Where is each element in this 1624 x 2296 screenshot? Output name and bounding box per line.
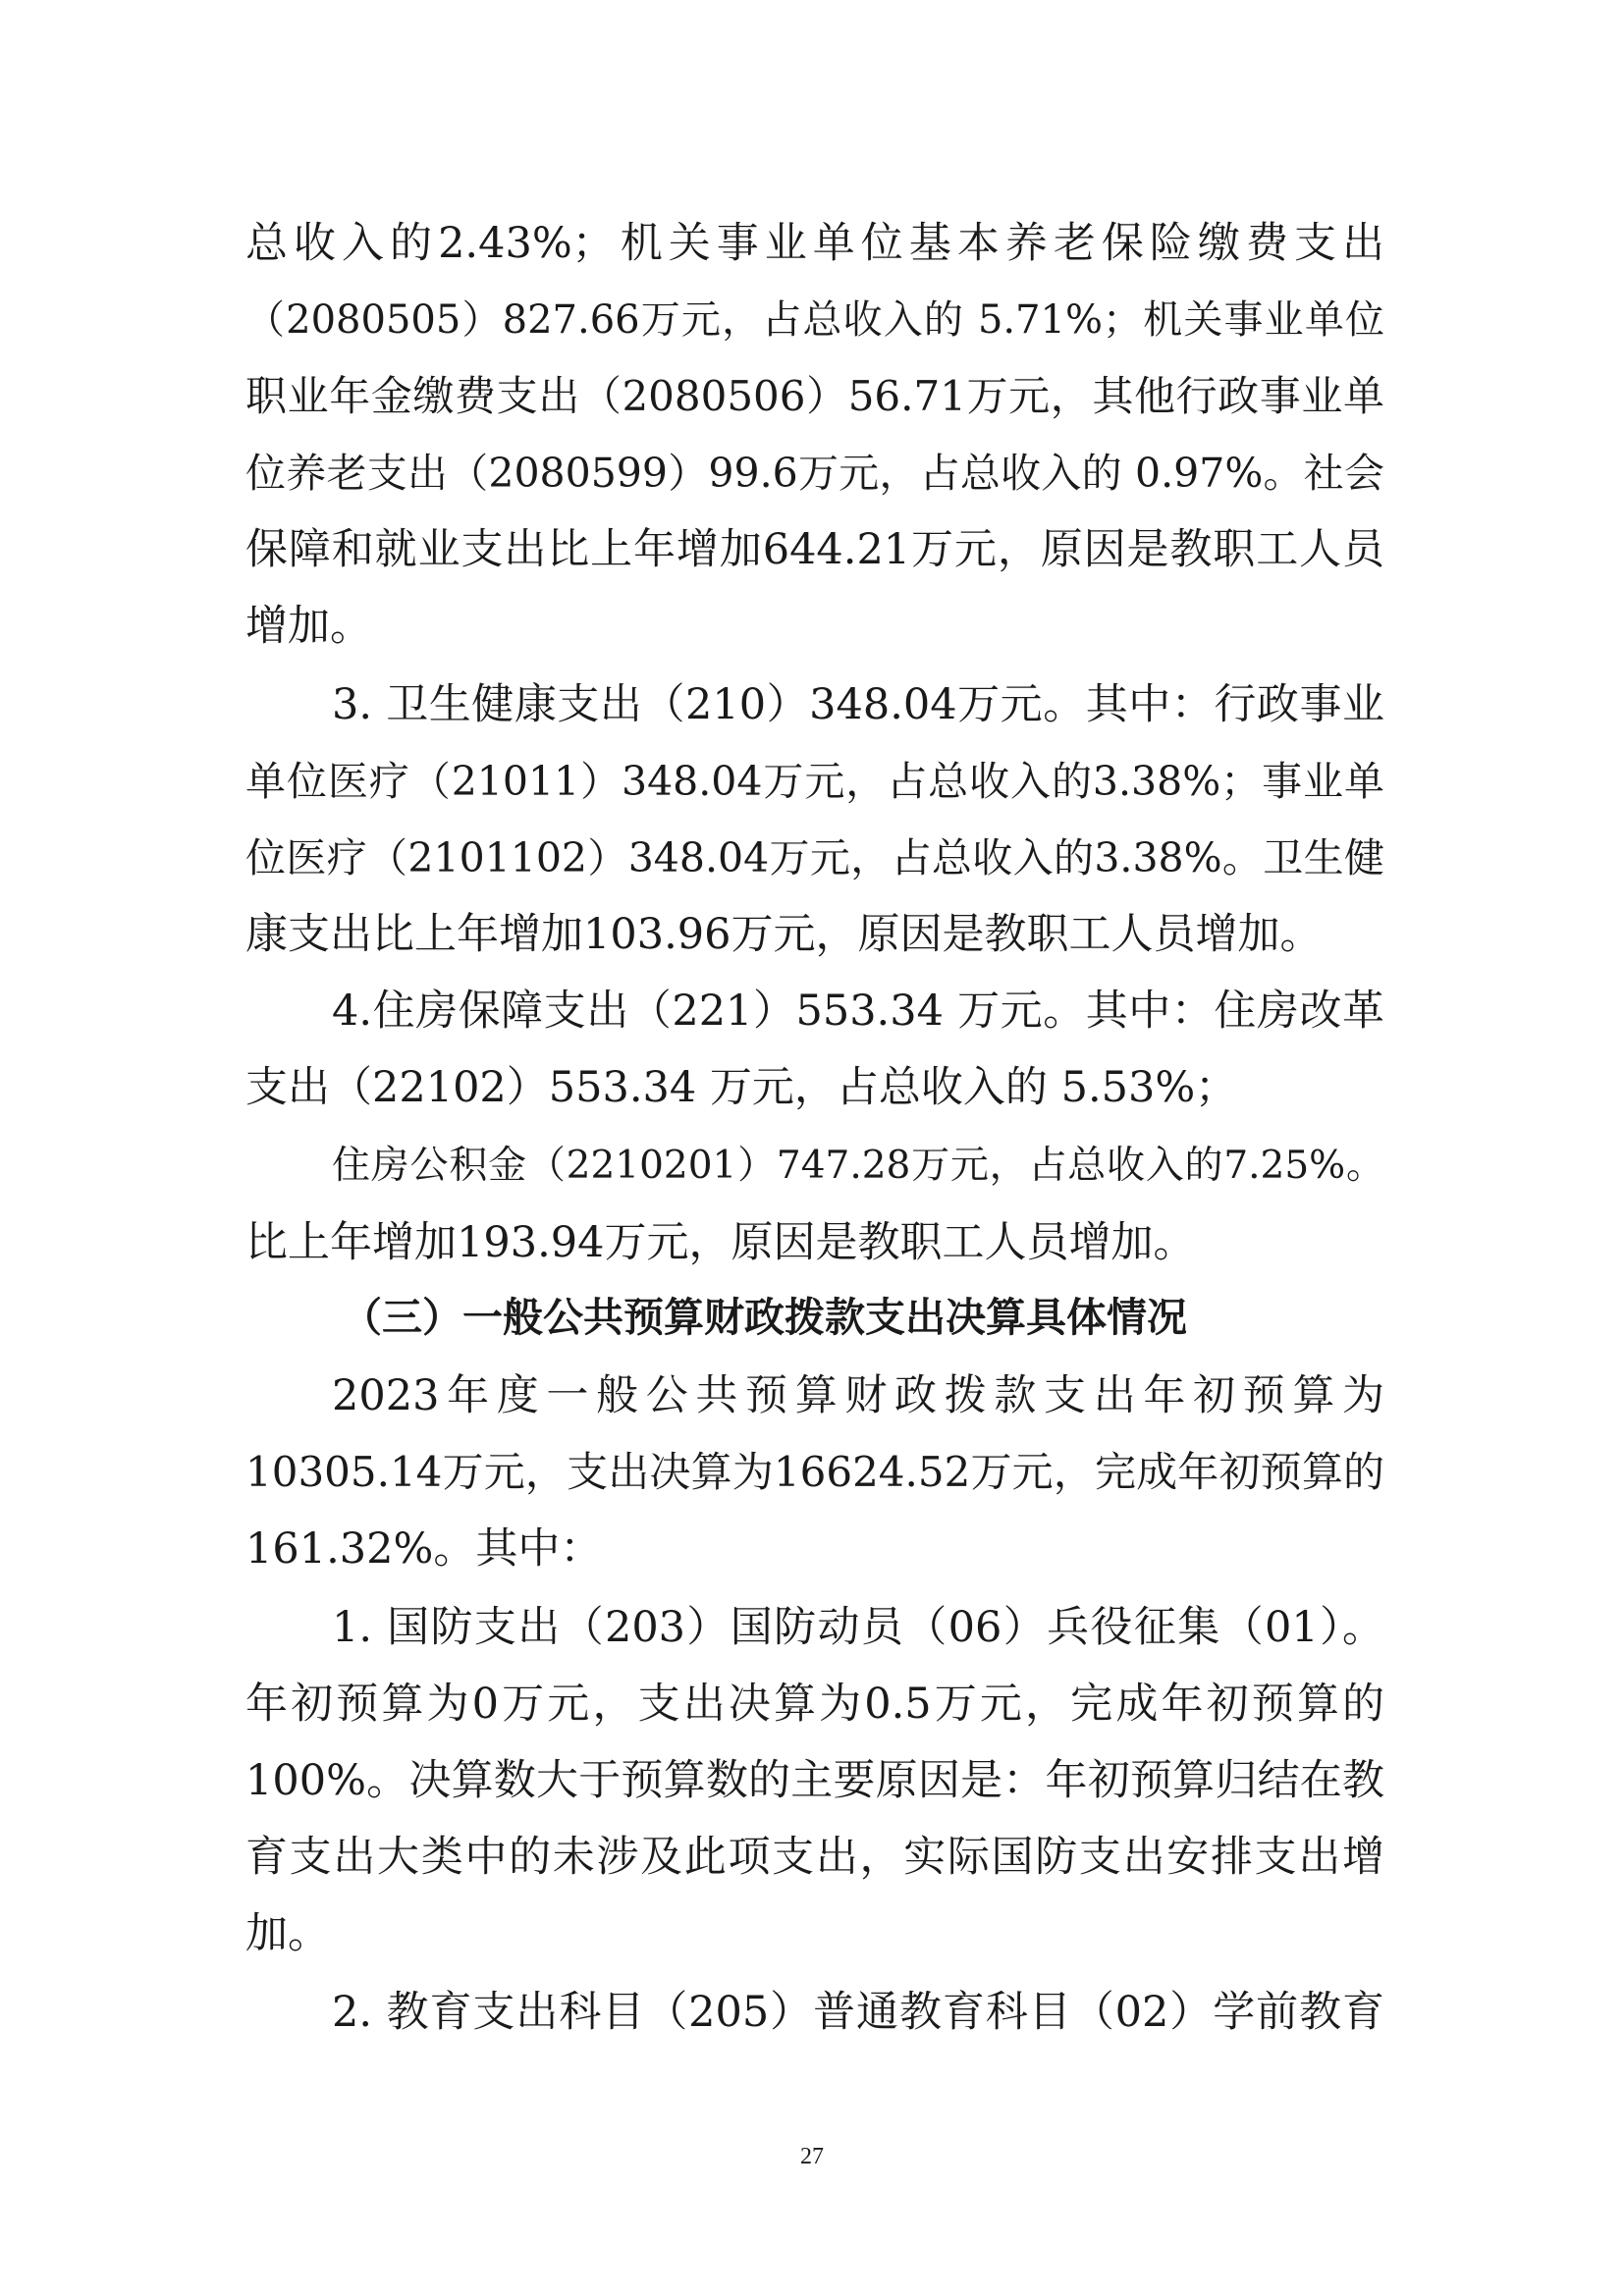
body-text-line: 保障和就业支出比上年增加644.21万元，原因是教职工人员 (245, 525, 1384, 574)
body-text-line: 位养老支出（2080599）99.6万元，占总收入的 0.97%。社会 (245, 450, 1384, 497)
body-text-line: 支出（22102）553.34 万元，占总收入的 5.53%； (245, 1063, 1238, 1112)
body-text-line: 161.32%。其中： (245, 1524, 603, 1574)
body-text-line: 年初预算为0万元，支出决算为0.5万元，完成年初预算的 (245, 1680, 1384, 1729)
body-text-line: 1. 国防支出（203）国防动员（06）兵役征集（01）。 (332, 1603, 1384, 1652)
body-text-line: 2023年度一般公共预算财政拨款支出年初预算为 (332, 1371, 1384, 1420)
body-text-line: 增加。 (245, 602, 372, 651)
body-text-line: 住房公积金（2210201）747.28万元，占总收入的7.25%。 (332, 1144, 1384, 1188)
page-number: 27 (800, 2144, 824, 2169)
body-text-line: 职业年金缴费支出（2080506）56.71万元，其他行政事业单 (245, 372, 1384, 420)
body-text-line: 康支出比上年增加103.96万元，原因是教职工人员增加。 (245, 910, 1323, 959)
body-text-line: 3. 卫生健康支出（210）348.04万元。其中：行政事业 (332, 680, 1384, 729)
body-text-line: 100%。决算数大于预算数的主要原因是：年初预算归结在教 (245, 1756, 1384, 1805)
body-text-line: 加。 (245, 1909, 330, 1958)
body-text-line: 总收入的2.43%；机关事业单位基本养老保险缴费支出 (245, 219, 1384, 268)
body-text-line: （2080505）827.66万元，占总收入的 5.71%；机关事业单位 (245, 297, 1384, 343)
body-text-line: 位医疗（2101102）348.04万元，占总收入的3.38%。卫生健 (245, 834, 1384, 881)
section-heading: （三）一般公共预算财政拨款支出决算具体情况 (342, 1294, 1187, 1341)
body-text-line: 10305.14万元，支出决算为16624.52万元，完成年初预算的 (245, 1448, 1384, 1496)
body-text-line: 单位医疗（21011）348.04万元，占总收入的3.38%；事业单 (245, 758, 1384, 805)
body-text-line: 比上年增加193.94万元，原因是教职工人员增加。 (245, 1218, 1196, 1267)
body-text-line: 4.住房保障支出（221）553.34 万元。其中：住房改革 (332, 987, 1384, 1036)
body-text-line: 育支出大类中的未涉及此项支出，实际国防支出安排支出增 (245, 1833, 1384, 1882)
body-text-line: 2. 教育支出科目（205）普通教育科目（02）学前教育 (332, 1988, 1384, 2037)
